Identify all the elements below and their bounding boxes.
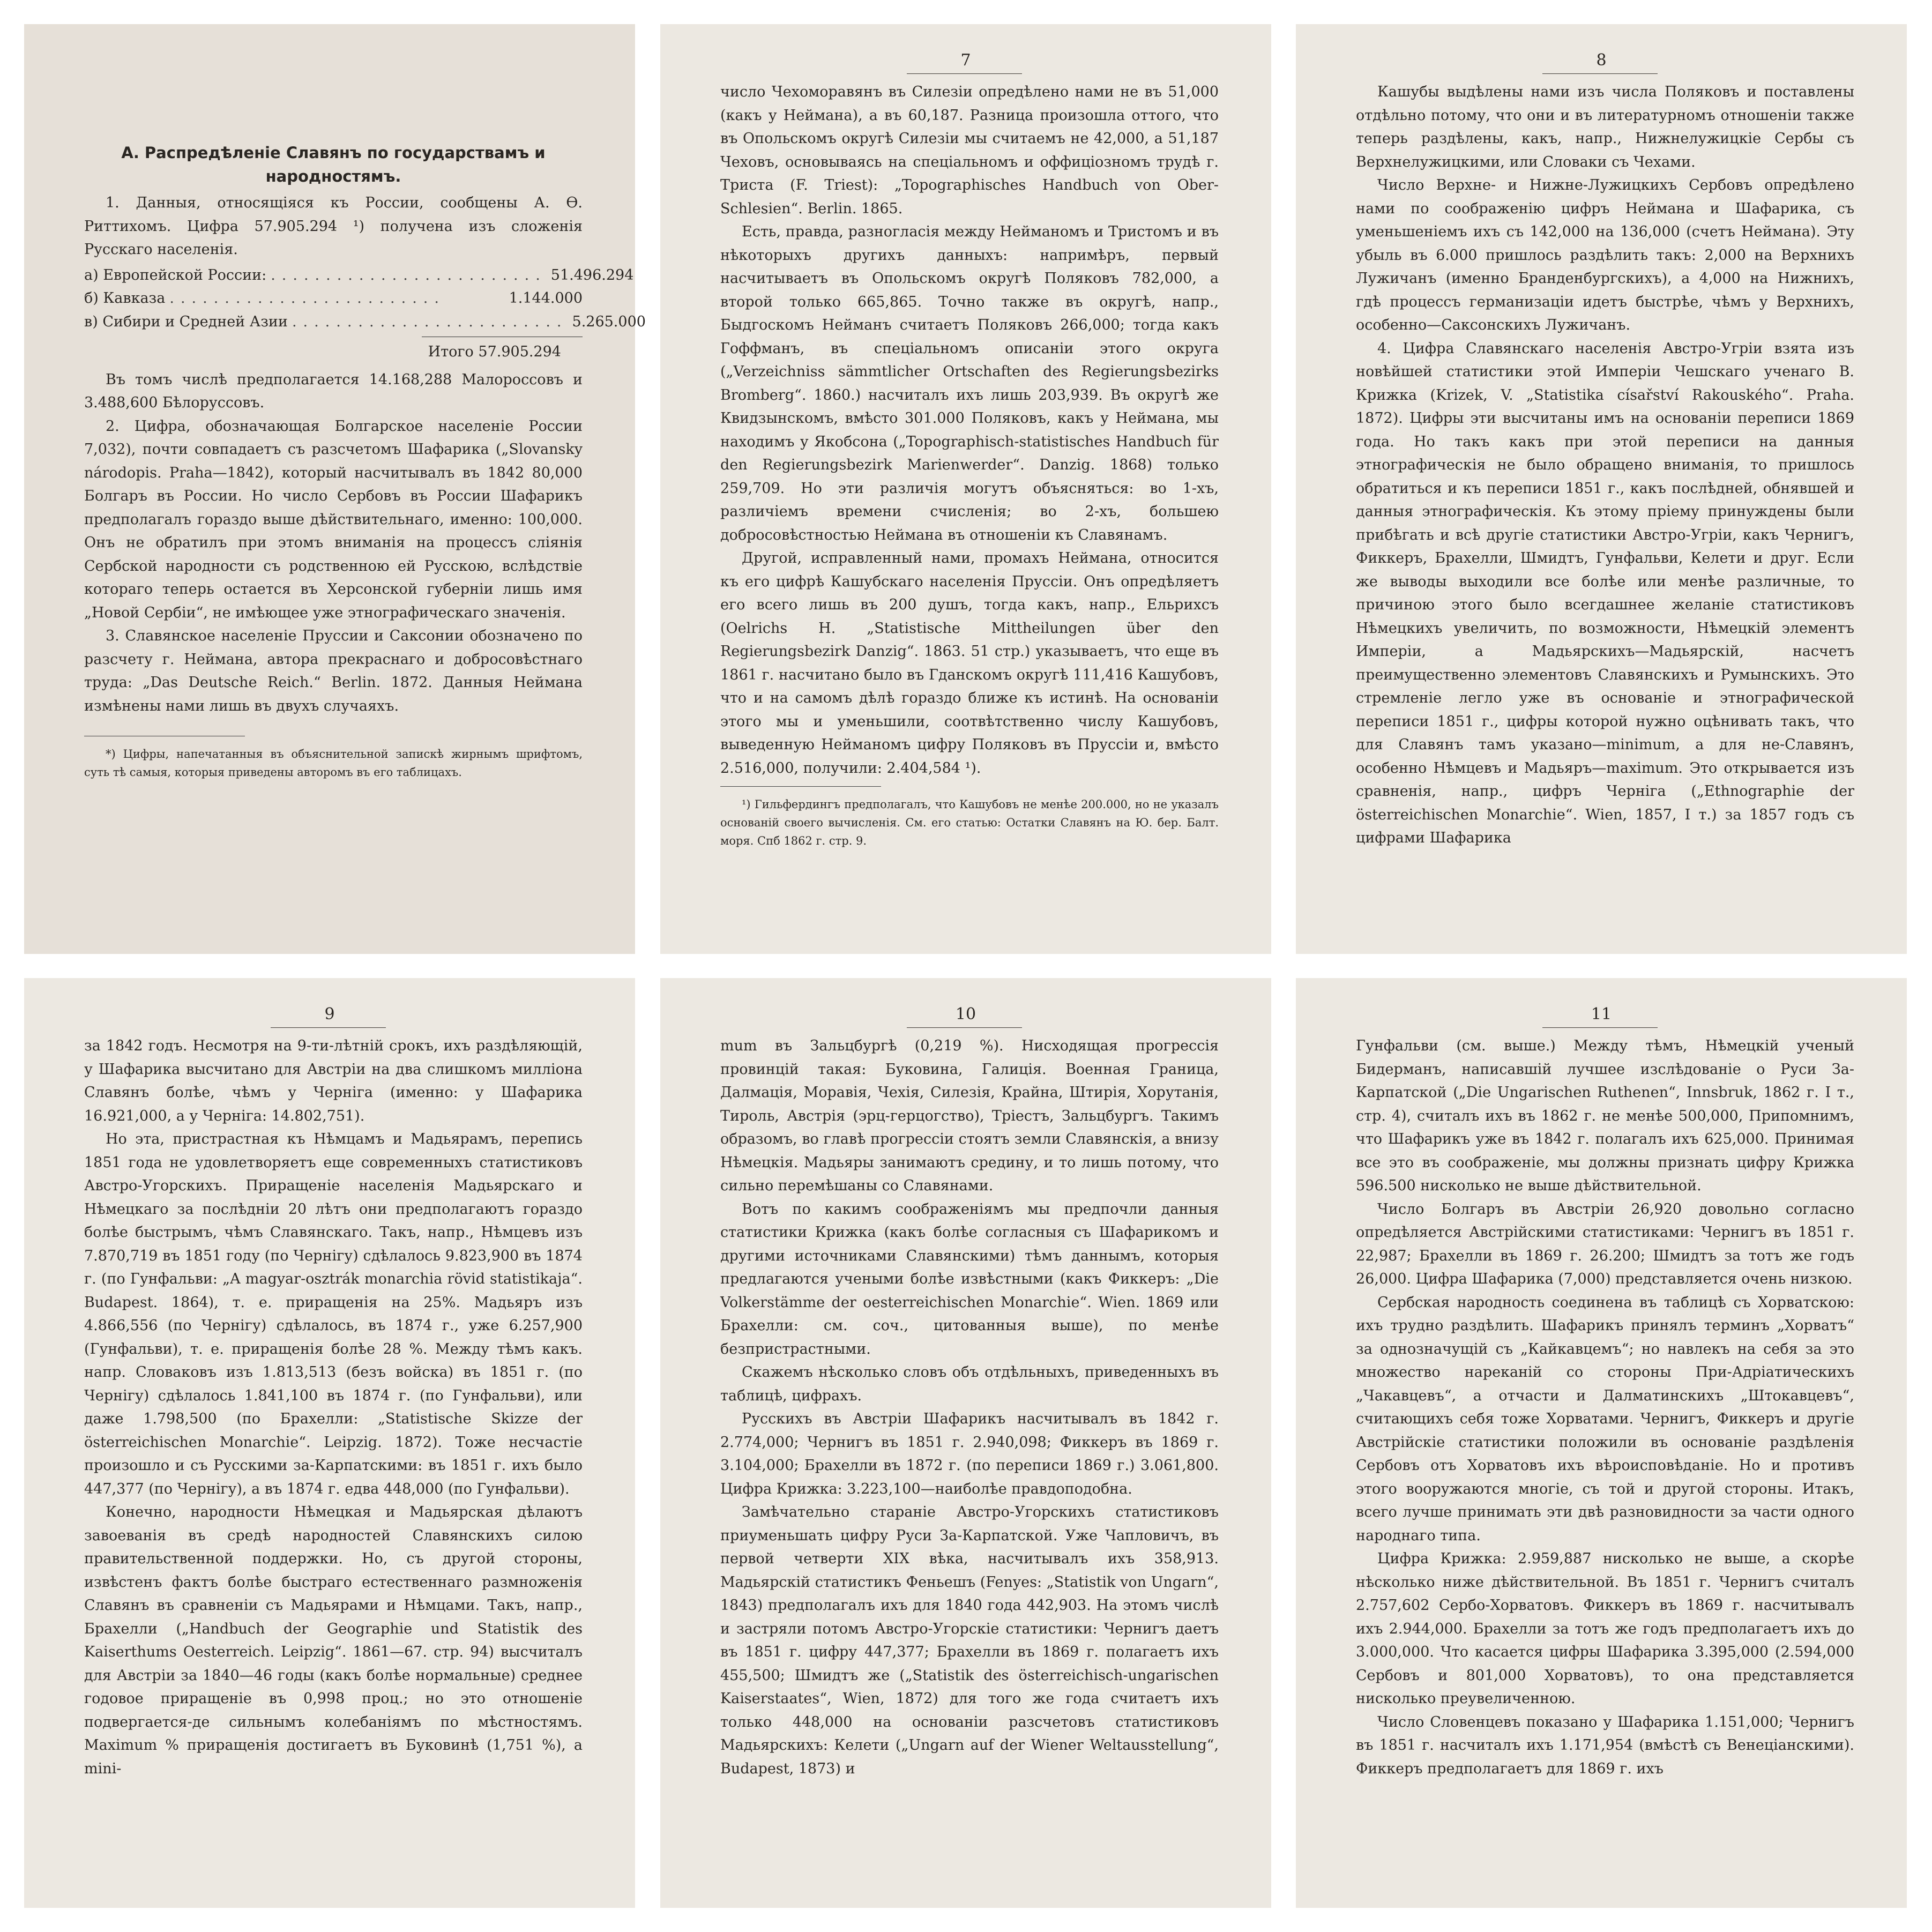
row-value: 1.144.000 xyxy=(509,290,583,307)
page-number: 10 xyxy=(955,1005,976,1024)
paragraph: Есть, правда, разногласія между Нейманомъ и Тристомъ и въ нѣкоторыхъ другихъ данныхъ: напримѣръ, первый насчитываетъ въ Опольскомъ округѣ Поляковъ 782,000, а второй только 665,865. Точно также въ округѣ, напр., Быдгоскомъ Нейманъ считаетъ Поляковъ 266,000; тогда какъ Гоффманъ, въ спеціальномъ описаніи этого округа („Verzeichniss sämmtlicher Ortschaften des Regierungsbezirks Bromberg“. 1860.) насчиталъ ихъ лишь 203,939. Въ округѣ же Квидзынскомъ, вмѣсто 301.000 Поляковъ, какъ у Неймана, мы находимъ у Якобсона („Topographisch-statistisches Handbuch für den Regierungsbezirk Marienwerder“. Danzig. 1868) только 259,709. Но эти различія могутъ объясняться: во 1-хъ, различіемъ времени счисленія; во 2-хъ, большею добросовѣстностью Неймана въ отношеніи къ Славянамъ. xyxy=(720,223,1219,543)
paragraph: mum въ Зальцбургѣ (0,219 %). Нисходящая прогрессія провинцій такая: Буковина, Галиція. Военная Граница, Далмація, Моравія, Чехія, Силезія, Крайна, Штирія, Хорутанія, Тироль, Австрія (эрц-герцогство), Тріестъ, Зальцбургъ. Такимъ образомъ, во главѣ прогрессіи стоятъ земли Славянскія, а внизу Нѣмецкія. Мадьяры занимаютъ средину, и то лишь потому, что сильно перемѣшаны со Славянами. xyxy=(720,1038,1219,1194)
page-number-rule xyxy=(271,1027,386,1028)
page-number-rule xyxy=(907,1027,1022,1028)
row-value: 5.265.000 xyxy=(572,313,646,330)
book-page-10 xyxy=(660,978,1271,1908)
book-page-8 xyxy=(1296,24,1907,954)
table-row xyxy=(84,287,583,310)
page-body xyxy=(1356,1034,1854,1780)
page-number: 11 xyxy=(1591,1005,1612,1024)
paragraph: 1. Данныя, относящіяся къ России, сообщены А. Ѳ. Риттихомъ. Цифра 57.905.294 ¹) получена изъ сложенія Русскаго населенія. xyxy=(84,195,583,258)
footnote-text: *) Цифры, напечатанныя въ объяснительной запискѣ жирнымъ шрифтомъ, суть тѣ самыя, которыя приведены авторомъ въ его таблицахъ. xyxy=(84,748,583,779)
footnote xyxy=(720,795,1219,850)
table-total: Итого 57.905.294 xyxy=(428,344,561,360)
footnote-rule xyxy=(720,786,881,787)
page-number: 9 xyxy=(324,1005,335,1024)
page-body xyxy=(720,1034,1219,1780)
paragraph: Число Верхне- и Нижне-Лужицкихъ Сербовъ опредѣлено нами по соображенію цифръ Неймана и Шафарика, съ уменьшеніемъ ихъ съ 142,000 на 136,000 (счетъ Неймана). Эту убыль въ 6.000 пришлось раздѣлить такъ: 2,000 на Верхнихъ Лужичанъ (именно Бранденбургскихъ), а 4,000 на Нижнихъ, гдѣ процессъ германизаціи идетъ быстрѣе, чѣмъ у Верхнихъ, особенно—Саксонскихъ Лужичанъ. xyxy=(1356,177,1854,333)
paragraph: Вотъ по какимъ соображеніямъ мы предпочли данныя статистики Крижка (какъ болѣе согласныя съ Шафарикомъ и другими источниками Славянскими) тѣмъ даннымъ, которыя предлагаются учеными болѣе извѣстными (какъ Фиккеръ: „Die Volkerstämme der oesterreichischen Monarchie“. Wien. 1869 или Брахелли: см. соч., цитованныя выше), по менѣе безпристрастными. xyxy=(720,1200,1219,1357)
paragraph: Число Болгаръ въ Австріи 26,920 довольно согласно опредѣляется Австрійскими статистиками: Чернигъ въ 1851 г. 22,987; Брахелли въ 1869 г. 26.200; Шмидтъ за тотъ же годъ 26,000. Цифра Шафарика (7,000) представляется очень низкою. xyxy=(1356,1200,1854,1287)
leader-dots: ......................... xyxy=(271,266,547,284)
page-number: 8 xyxy=(1596,51,1607,70)
section-heading: А. Распредѣленіе Славянъ по государствамъ и народностямъ. xyxy=(121,144,546,185)
page-body xyxy=(720,80,1219,850)
page-number-rule xyxy=(1542,1027,1658,1028)
paragraph: Замѣчательно стараніе Австро-Угорскихъ статистиковъ приуменьшать цифру Руси За-Карпатской. Уже Чапловичъ, въ первой четверти XIX вѣка, насчитывалъ ихъ 358,913. Мадьярскій статистикъ Феньешъ (Fenyes: „Statistik von Ungarn“, 1843) предполагалъ ихъ для 1840 года 442,903. На этомъ числѣ и застряли потомъ Австро-Угорскіе статистики: Чернигъ даетъ въ 1851 г. цифру 447,377; Брахелли въ 1869 г. полагаетъ ихъ 455,500; Шмидтъ же („Statistik des österreichisch-ungarischen Kaiserstaates“, Wien, 1872) для того же года считаетъ ихъ только 448,000 на основаніи разсчетовъ статистиковъ Мадьярскихъ: Келети („Ungarn auf der Wiener Weltausstellung“, Budapest, 1873) и xyxy=(720,1504,1219,1777)
row-label: б) Кавказа xyxy=(84,290,166,307)
paragraph: Русскихъ въ Австріи Шафарикъ насчитывалъ въ 1842 г. 2.774,000; Чернигъ въ 1851 г. 2.940,098; Фиккеръ въ 1869 г. 3.104,000; Брахелли въ 1872 г. (по переписи 1869 г.) 3.061,800. Цифра Крижка: 3.223,100—наиболѣе правдоподобна. xyxy=(720,1411,1219,1497)
book-page-11 xyxy=(1296,978,1907,1908)
footnote xyxy=(84,745,583,781)
paragraph: Но эта, пристрастная къ Нѣмцамъ и Мадьярамъ, перепись 1851 года не удовлетворяетъ еще современныхъ статистиковъ Австро-Угорскихъ. Приращеніе населенія Мадьярскаго и Нѣмецкаго за послѣдніи 20 лѣтъ они предполагаютъ гораздо болѣе быстрымъ, чѣмъ Славянскаго. Такъ, напр., Нѣмцевъ изъ 7.870,719 въ 1851 году (по Чернігу) сдѣлалось 9.823,900 въ 1874 г. (по Гунфальви: „A magyar-osztrák monarchia rövid statistikaja“. Budapest. 1864), т. е. приращенія на 25%. Мадьяръ изъ 4.866,556 (по Чернігу) сдѣлалось, въ 1874 г., уже 6.257,900 (Гунфальви), т. е. приращенія болѣе 28 %. Между тѣмъ какъ. напр. Словаковъ изъ 1.813,513 (безъ войска) въ 1851 г. (по Чернігу) сдѣлалось 1.841,100 въ 1874 г. (по Гунфальви), или даже 1.798,500 (по Брахелли: „Statistische Skizze der österreichischen Monarchie“. Leipzig. 1872). Тоже несчастіе произошло и съ Русскими за-Карпатскими: въ 1851 г. ихъ было 447,377 (по Чернігу), а въ 1874 г. едва 448,000 (по Гунфальви). xyxy=(84,1131,583,1497)
book-page-6 xyxy=(24,24,646,954)
page-number: 7 xyxy=(960,51,971,70)
paragraph: Конечно, народности Нѣмецкая и Мадьярская дѣлаютъ завоеванія въ средѣ народностей Славянскихъ силою правительственной поддержки. Но, съ другой стороны, извѣстенъ фактъ болѣе быстраго естественнаго размноженія Славянъ въ сравненіи съ Мадьярами и Нѣмцами. Такъ, напр., Брахелли („Handbuch der Geographie und Statistik des Kaiserthums Oesterreich. Leipzig“. 1861—67. стр. 94) высчиталъ для Австріи за 1840—46 годы (какъ болѣе нормальные) среднее годовое приращеніе въ 0,998 проц.; но это отношеніе подвергается-де сильнымъ колебаніямъ по мѣстностямъ. Maximum % приращенія достигаетъ въ Буковинѣ (1,751 %), а mini- xyxy=(84,1504,583,1777)
paragraph: Сербская народность соединена въ таблицѣ съ Хорватскою: ихъ трудно раздѣлить. Шафарикъ принялъ терминъ „Хорватъ“ за однозначущій съ „Кайкавцемъ“; но навлекъ на себя за это множество нареканій со стороны При-Адріатическихъ „Чакавцевъ“, а отчасти и Далматинскихъ „Штокавцевъ“, считающихъ себя тоже Хорватами. Чернигъ, Фиккеръ и другіе Австрійскіе статистики положили въ основаніе раздѣленія Сербовъ отъ Хорватовъ ихъ вѣроисповѣданіе. Но и противъ этого вооружаются многіе, съ той и другой стороны. Итакъ, всего лучше принимать эти двѣ разновидности за части одного народнаго типа. xyxy=(1356,1294,1854,1544)
paragraph: 3. Славянское населеніе Пруссии и Саксонии обозначено по разсчету г. Неймана, автора прекраснаго и добросовѣстнаго труда: „Das Deutsche Reich.“ Berlin. 1872. Данныя Неймана измѣнены нами лишь въ двухъ случаяхъ. xyxy=(84,628,583,714)
paragraph: Число Словенцевъ показано у Шафарика 1.151,000; Чернигъ въ 1851 г. насчиталъ ихъ 1.171,954 (вмѣстѣ съ Венеціанскими). Фиккеръ предполагаетъ для 1869 г. ихъ xyxy=(1356,1713,1854,1777)
leader-dots: ......................... xyxy=(292,313,568,330)
paragraph: Другой, исправленный нами, промахъ Неймана, относится къ его цифрѣ Кашубскаго населенія Пруссіи. Онъ опредѣляетъ его всего лишь въ 200 душъ, тогда какъ, напр., Ельрихсъ (Oelrichs H. „Statistische Mittheilungen über den Regierungsbezirk Danzig“. 1863. 51 стр.) указываетъ, что еще въ 1861 г. насчитано было въ Гданскомъ округѣ 111,416 Кашубовъ, что и на самомъ дѣлѣ гораздо ближе къ истинѣ. На основаніи этого мы и уменьшили, соотвѣтственно числу Кашубовъ, выведенную Нейманомъ цифру Поляковъ въ Пруссіи и, вмѣсто 2.516,000, получили: 2.404,584 ¹). xyxy=(720,550,1219,777)
row-value: 51.496.294 xyxy=(550,266,634,284)
population-table xyxy=(84,264,646,364)
paragraph: Въ томъ числѣ предполагается 14.168,288 Малороссовъ и 3.488,600 Бѣлоруссовъ. xyxy=(84,371,583,411)
paragraph: Цифра Крижка: 2.959,887 нисколько не выше, а скорѣе нѣсколько ниже дѣйствительной. Въ 1851 г. Чернигъ считалъ 2.757,602 Сербо-Хорватовъ. Фиккеръ въ 1869 г. насчитывалъ ихъ 2.944,000. Брахелли за тотъ же годъ предполагаетъ ихъ до 3.000,000. Что касается цифры Шафарика 3.395,000 (2.594,000 Сербовъ и 801,000 Хорватовъ), то она представляется нисколько преувеличенною. xyxy=(1356,1550,1854,1707)
page-body xyxy=(1356,80,1854,850)
row-label: а) Европейской России: xyxy=(84,266,267,284)
book-page-9 xyxy=(24,978,635,1908)
paragraph: число Чехоморавянъ въ Силезіи опредѣлено нами не въ 51,000 (какъ у Неймана), а въ 60,187. Разница произошла оттого, что въ Опольскомъ округѣ Силезіи мы считаемъ не 42,000, а 51,187 Чеховъ, основываясь на спеціальномъ и оффиціозномъ трудѣ г. Триста (F. Triest): „Topographisches Handbuch von Ober-Schlesien“. Berlin. 1865. xyxy=(720,84,1219,217)
page-number-rule xyxy=(907,73,1022,74)
book-page-7 xyxy=(660,24,1271,954)
paragraph: Кашубы выдѣлены нами изъ числа Поляковъ и поставлены отдѣльно потому, что они и въ литературномъ отношеніи также теперь раздѣлены, какъ, напр., Нижнелужицкіе Сербы съ Верхнелужицкими, или Словаки съ Чехами. xyxy=(1356,84,1854,170)
page-number-rule xyxy=(1542,73,1658,74)
table-row xyxy=(84,264,634,287)
paragraph: Скажемъ нѣсколько словъ объ отдѣльныхъ, приведенныхъ въ таблицѣ, цифрахъ. xyxy=(720,1364,1219,1404)
paragraph: за 1842 годъ. Несмотря на 9-ти-лѣтній срокъ, ихъ раздѣляющій, у Шафарика высчитано для Австріи на два слишкомъ милліона Славянъ болѣе, чѣмъ у Черніга (именно: у Шафарика 16.921,000, а у Черніга: 14.802,751). xyxy=(84,1038,583,1124)
page-body xyxy=(84,1034,583,1780)
page-body xyxy=(84,141,646,781)
paragraph: 2. Цифра, обозначающая Болгарское населеніе России 7,032), почти совпадаетъ съ разсчетомъ Шафарика („Slovansky národopis. Praha—1842), который насчитывалъ въ 1842 80,000 Болгаръ въ России. Но число Сербовъ въ России Шафарикъ предполагалъ гораздо выше дѣйствительнаго, именно: 100,000. Онъ не обратилъ при этомъ вниманія на процессъ сліянія Сербской народности съ родственною ей Русскою, вслѣдствіе котораго теперь остается въ Херсонской губерніи лишь имя „Новой Сербіи“, не имѣющее уже этнографическаго значенія. xyxy=(84,417,583,621)
row-label: в) Сибири и Средней Азии xyxy=(84,313,288,330)
footnote-text: ¹) Гильфердингъ предполагалъ, что Кашубовъ не менѣе 200.000, но не указалъ основаній своего вычисленія. См. его статью: Остатки Славянъ на Ю. бер. Балт. моря. Спб 1862 г. стр. 9. xyxy=(720,798,1219,847)
table-row xyxy=(84,310,646,334)
paragraph: 4. Цифра Славянскаго населенія Австро-Угріи взята изъ новѣйшей статистики этой Имперіи Чешскаго ученаго В. Крижка (Krizek, V. „Statistika císařství Rakouského“. Praha. 1872). Цифры эти высчитаны имъ на основаніи переписи 1869 года. Но такъ какъ при этой переписи на данныя этнографическія не было обращено вниманія, то пришлось обратиться и къ переписи 1851 г., какъ послѣдней, обнявшей и данныя этнографическія. Къ этому пріему принуждены были прибѣгать и всѣ другіе статистики Австро-Угріи, какъ Чернигъ, Фиккеръ, Брахелли, Шмидтъ, Гунфальви, Келети и друг. Если же выводы выходили все болѣе или менѣе различные, то причиною этого было всегдашнее желаніе статистиковъ Нѣмецкихъ увеличить, по возможности, Нѣмецкій элементъ Имперіи, а Мадьярскихъ—Мадьярскій, насчетъ преимущественно элементовъ Славянскихъ и Румынскихъ. Это стремленіе легло уже въ основаніе и этнографической переписи 1851 г., цифры которой нужно оцѣнивать такъ, что для Славянъ тамъ указано—minimum, а для не-Славянъ, особенно Нѣмцевъ и Мадьяръ—maximum. Это открывается изъ сравненія, напр., цифръ Черніга („Ethnographie der österreichischen Monarchie“. Wien, 1857, I т.) за 1857 годъ съ цифрами Шафарика xyxy=(1356,340,1854,846)
leader-dots: ......................... xyxy=(169,290,445,307)
paragraph: Гунфальви (см. выше.) Между тѣмъ, Нѣмецкій ученый Бидерманъ, написавшій лучшее изслѣдованіе о Руси За-Карпатской („Die Ungarischen Ruthenen“, Innsbruk, 1862 г. I т., стр. 4), считалъ ихъ въ 1862 г. не менѣе 500,000, Припомнимъ, что Шафарикъ уже въ 1842 г. полагалъ ихъ 625,000. Принимая все это въ соображеніе, мы должны признать цифру Крижка 596.500 нисколько не выше дѣйствительной. xyxy=(1356,1038,1854,1194)
